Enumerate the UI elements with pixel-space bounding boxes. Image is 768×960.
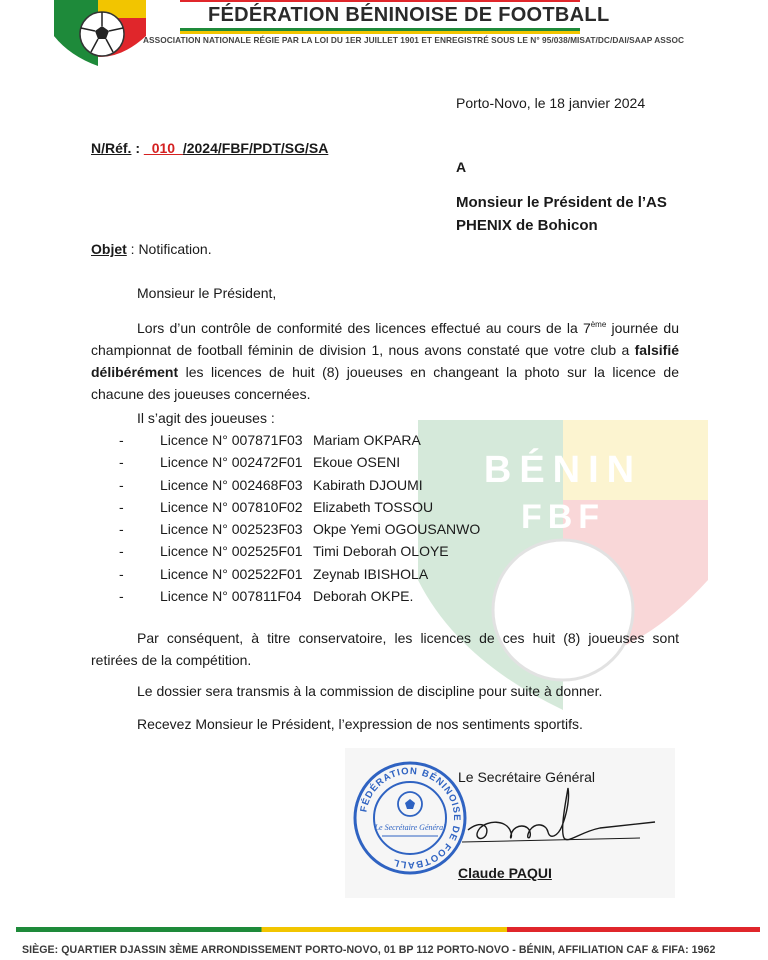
list-item	[119, 563, 480, 585]
licence-number: Licence N° 002468F03	[160, 476, 303, 493]
player-name: Ekoue OSENI	[313, 454, 401, 471]
paragraph-control-emphasis: falsifié délibérément	[91, 342, 679, 380]
licence-number: Licence N° 002523F03	[160, 521, 303, 538]
player-name: Okpe Yemi OGOUSANWO	[313, 521, 481, 538]
list-dash: -	[119, 498, 124, 515]
subject-line	[91, 238, 212, 260]
licence-number: Licence N° 002525F01	[160, 543, 303, 560]
list-dash: -	[119, 476, 124, 493]
list-dash: -	[119, 454, 124, 471]
recipient-prefix: A	[456, 159, 467, 175]
watermark-line2: FBF	[520, 498, 606, 536]
subject-text: : Notification.	[126, 241, 212, 257]
licence-number: Licence N° 007810F02	[160, 498, 303, 515]
player-name: Elizabeth TOSSOU	[313, 498, 434, 515]
player-name: Mariam OKPARA	[313, 432, 421, 448]
players-list	[119, 429, 480, 607]
paragraph-control	[91, 317, 679, 405]
footer-address: SIÈGE: QUARTIER DJASSIN 3ÈME ARRONDISSEMENT PORTO-NOVO, 01 BP 112 PORTO-NOVO - BÉNIN, AFFILIATION CAF & FIFA: 1962	[22, 944, 716, 956]
list-item	[119, 429, 480, 451]
list-dash: -	[119, 588, 124, 605]
player-name: Kabirath DJOUMI	[313, 476, 423, 493]
list-item	[119, 540, 480, 562]
reference-code: /2024/FBF/PDT/SG/SA	[182, 140, 329, 156]
salutation: Monsieur le Président,	[137, 285, 277, 301]
stamp-inner-text: Le Secrétaire Général	[374, 823, 446, 832]
licence-number: Licence N° 002472F01	[160, 454, 303, 471]
stamp-outer-text: FÉDÉRATION BÉNINOISE DE FOOTBALL	[358, 765, 463, 871]
list-dash: -	[119, 432, 124, 448]
licence-number: Licence N° 007871F03	[160, 432, 303, 448]
list-item	[119, 518, 480, 540]
licence-number: Licence N° 007811F04	[160, 588, 302, 605]
reference-separator: :	[131, 140, 144, 156]
list-item	[119, 496, 480, 518]
licence-number: Licence N° 002522F01	[160, 565, 303, 582]
list-dash: -	[119, 543, 124, 560]
signatory-title: Le Secrétaire Général	[458, 769, 595, 785]
list-item	[119, 451, 480, 473]
list-item	[119, 585, 480, 607]
header-yellow-line	[180, 31, 580, 34]
player-name: Zeynab IBISHOLA	[313, 565, 429, 582]
paragraph-closing: Recevez Monsieur le Président, l’expression de nos sentiments sportifs.	[137, 716, 583, 732]
handwritten-signature-icon	[450, 780, 660, 860]
signatory-name: Claude PAQUI	[458, 865, 552, 881]
paragraph-control-part2: journée du championnat de football féminin de division 1, nous avons constaté que votre club a	[91, 320, 679, 358]
fbf-logo-icon	[50, 0, 150, 76]
list-dash: -	[119, 521, 124, 538]
header-red-line	[180, 0, 580, 2]
paragraph-control-part1: Lors d’un contrôle de conformité des licences effectué au cours de la 7	[137, 320, 591, 336]
footer-flag-bar	[16, 927, 760, 932]
reference-label: N/Réf.	[91, 140, 132, 156]
reference-number: _010_	[143, 140, 183, 156]
recipient-name: Monsieur le Président de l’AS PHENIX de Bohicon	[456, 194, 667, 234]
ordinal-superscript: ème	[590, 320, 607, 329]
subject-label: Objet	[91, 241, 127, 257]
watermark-line1: BÉNIN	[483, 449, 643, 491]
paragraph-control-part3: les licences de huit (8) joueuses en changeant la photo sur la licence de chacune des joueuses concernées.	[91, 364, 679, 402]
list-dash: -	[119, 565, 124, 582]
list-item	[119, 474, 480, 496]
federation-title: FÉDÉRATION BÉNINOISE DE FOOTBALL	[208, 4, 610, 26]
player-name: Timi Deborah OLOYE	[313, 543, 449, 560]
player-name: Deborah OKPE.	[313, 588, 414, 605]
federation-subtitle: ASSOCIATION NATIONALE RÉGIE PAR LA LOI DU 1ER JUILLET 1901 ET ENREGISTRÉ SOUS LE N° 95/038/MISAT/DC/DAI/SAAP ASSOC	[143, 35, 685, 45]
paragraph-consequence-text: Par conséquent, à titre conservatoire, les licences de ces huit (8) joueuses sont retirées de la compétition.	[91, 630, 679, 668]
paragraph-consequence	[91, 627, 679, 671]
reference-line	[91, 137, 328, 159]
place-date: Porto-Novo, le 18 janvier 2024	[456, 95, 646, 111]
players-intro: Il s’agit des joueuses :	[137, 410, 275, 426]
paragraph-discipline: Le dossier sera transmis à la commission de discipline pour suite à donner.	[137, 683, 603, 699]
